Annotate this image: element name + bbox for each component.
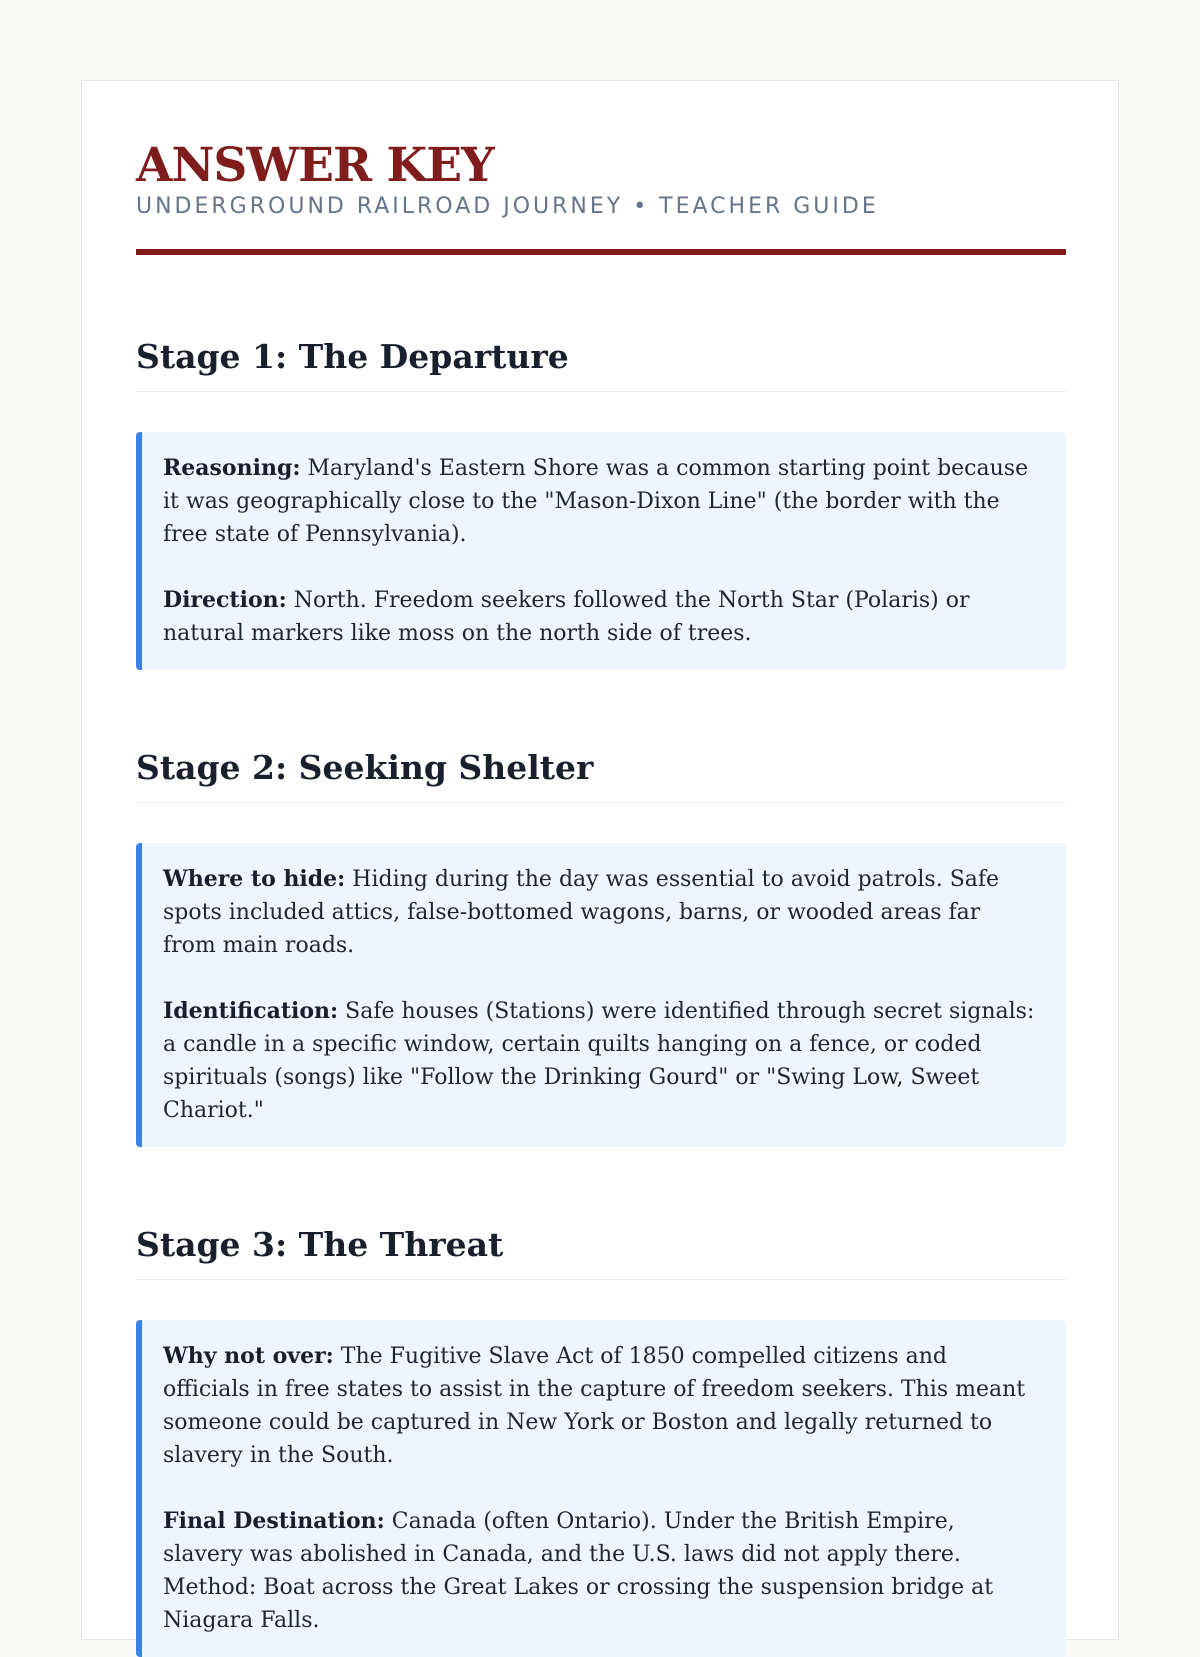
stage-1-title: Stage 1: The Departure	[136, 337, 1066, 392]
answer-label: Identification:	[163, 998, 339, 1024]
answer-label: Where to hide:	[163, 866, 346, 892]
answer-why-not-over	[163, 1340, 1040, 1472]
answer-label: Final Destination:	[163, 1508, 385, 1534]
answer-text: Maryland's Eastern Shore was a common starting point because it was geographically close to the "Mason-Dixon Line" (the border with the free state of Pennsylvania).	[163, 456, 1029, 547]
stage-2-answer-box	[136, 843, 1066, 1147]
answer-label: Reasoning:	[163, 455, 301, 481]
answer-text: Hiding during the day was essential to avoid patrols. Safe spots included attics, false-bottomed wagons, barns, or wooded areas far from main roads.	[163, 867, 1000, 958]
stage-3-title: Stage 3: The Threat	[136, 1225, 1066, 1280]
answer-text: Canada (often Ontario). Under the British Empire, slavery was abolished in Canada, and the U.S. laws did not apply there. Method: Boat across the Great Lakes or crossing the suspension bridge at Niagara Falls.	[163, 1509, 994, 1633]
answer-label: Why not over:	[163, 1343, 334, 1369]
stage-2-title: Stage 2: Seeking Shelter	[136, 748, 1066, 803]
answer-final-destination	[163, 1505, 1040, 1637]
answer-key-page	[81, 80, 1119, 1640]
page-subtitle: UNDERGROUND RAILROAD JOURNEY • TEACHER GUIDE	[136, 194, 879, 219]
answer-text: Safe houses (Stations) were identified through secret signals: a candle in a specific window, certain quilts hanging on a fence, or coded spirituals (songs) like "Follow the Drinking Gourd" or "Swing Low, Sweet Chariot."	[163, 999, 1035, 1123]
answer-text: North. Freedom seekers followed the North Star (Polaris) or natural markers like moss on the north side of trees.	[163, 588, 970, 646]
answer-text: The Fugitive Slave Act of 1850 compelled citizens and officials in free states to assist in the capture of freedom seekers. This meant someone could be captured in New York or Boston and legally returned to slavery in the South.	[163, 1344, 1026, 1468]
header-divider	[136, 249, 1066, 255]
stage-3-answer-box	[136, 1320, 1066, 1657]
page-content	[136, 139, 1066, 1657]
stage-2-section	[136, 748, 1066, 1147]
answer-label: Direction:	[163, 587, 287, 613]
stage-3-section	[136, 1225, 1066, 1657]
answer-identification	[163, 995, 1040, 1127]
stage-1-answer-box	[136, 432, 1066, 670]
stage-1-section	[136, 337, 1066, 670]
answer-direction	[163, 584, 1040, 650]
page-title: ANSWER KEY	[136, 138, 494, 193]
answer-where-to-hide	[163, 863, 1040, 962]
answer-reasoning	[163, 452, 1040, 551]
